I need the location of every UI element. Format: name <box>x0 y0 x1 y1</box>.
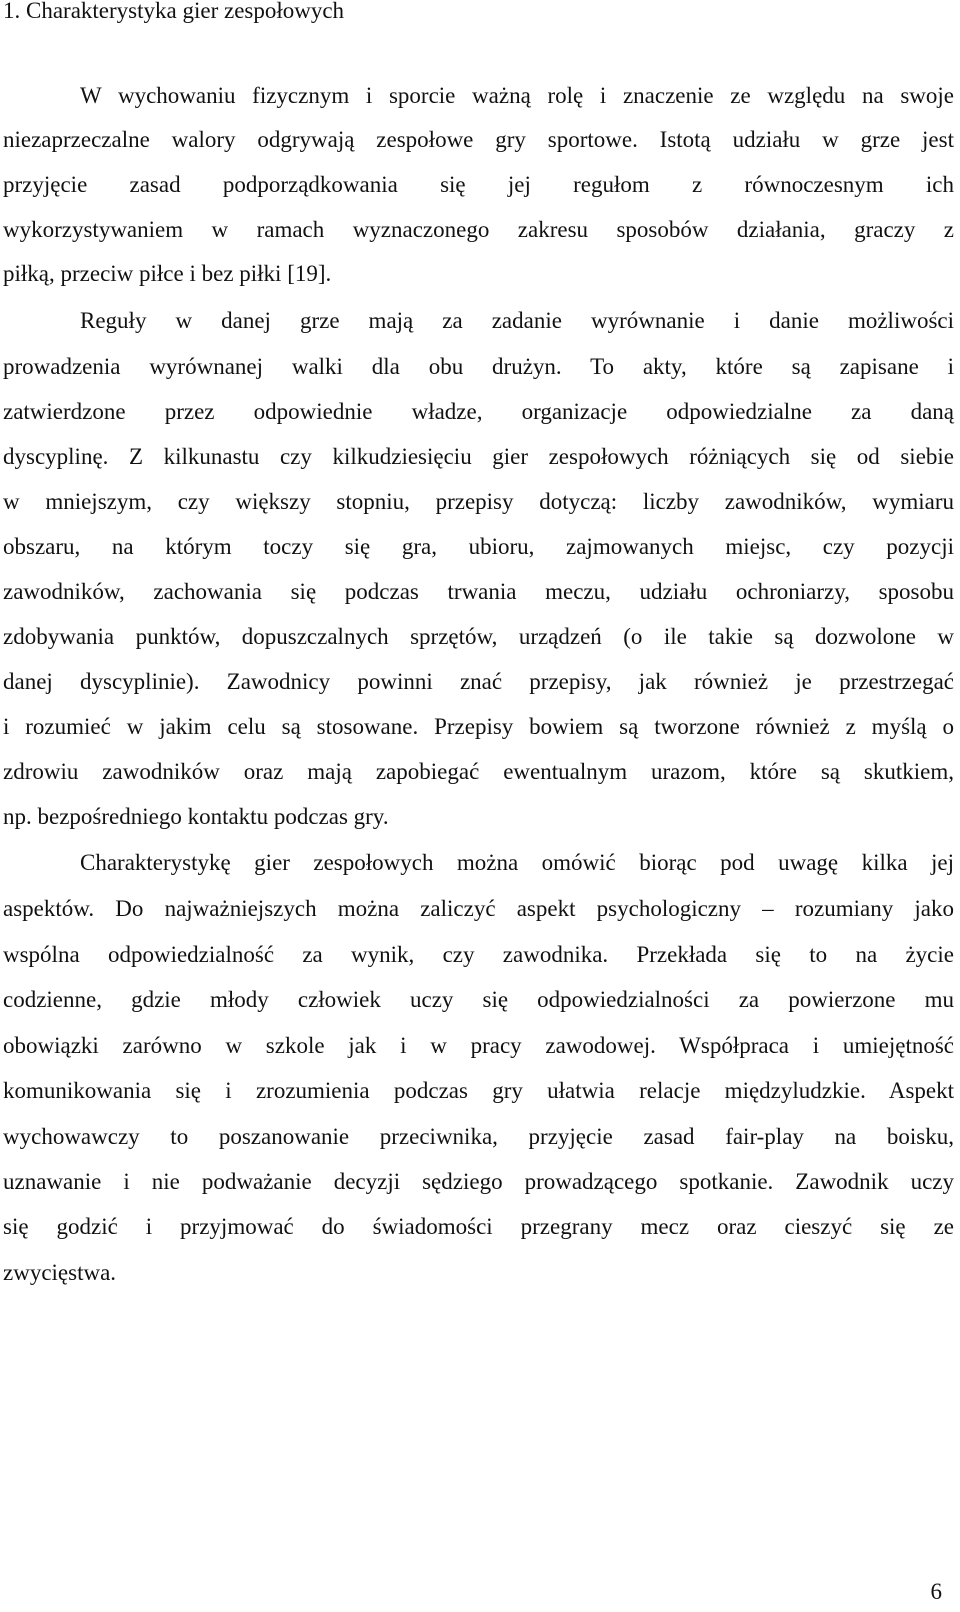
text-line: uznawanie i nie podważanie decyzji sędziego prowadzącego spotkanie. Zawodnik uczy <box>3 1169 954 1194</box>
text-line: np. bezpośredniego kontaktu podczas gry. <box>3 804 389 829</box>
text-line: obowiązki zarówno w szkole jak i w pracy zawodowej. Współpraca i umiejętność <box>3 1033 954 1058</box>
text-line: aspektów. Do najważniejszych można zaliczyć aspekt psychologiczny – rozumiany jako <box>3 896 954 921</box>
text-line: Charakterystykę gier zespołowych można omówić biorąc pod uwagę kilka jej <box>80 850 954 875</box>
text-line: zdrowiu zawodników oraz mają zapobiegać ewentualnym urazom, które są skutkiem, <box>3 759 954 784</box>
text-line: obszaru, na którym toczy się gra, ubioru, zajmowanych miejsc, czy pozycji <box>3 534 954 559</box>
text-line: wykorzystywaniem w ramach wyznaczonego zakresu sposobów działania, graczy z <box>3 217 954 242</box>
text-line: piłką, przeciw piłce i bez piłki [19]. <box>3 261 332 286</box>
section-heading: 1. Charakterystyka gier zespołowych <box>3 0 345 23</box>
text-line: dyscyplinę. Z kilkunastu czy kilkudziesięciu gier zespołowych różniących się od siebie <box>3 444 954 469</box>
text-line: danej dyscyplinie). Zawodnicy powinni znać przepisy, jak również je przestrzegać <box>3 669 954 694</box>
text-line: w mniejszym, czy większy stopniu, przepisy dotyczą: liczby zawodników, wymiaru <box>3 489 954 514</box>
text-line: przyjęcie zasad podporządkowania się jej regułom z równoczesnym ich <box>3 172 954 197</box>
text-line: i rozumieć w jakim celu są stosowane. Przepisy bowiem są tworzone również z myślą o <box>3 714 954 739</box>
page-number: 6 <box>930 1579 942 1604</box>
text-line: zdobywania punktów, dopuszczalnych sprzętów, urządzeń (o ile takie są dozwolone w <box>3 624 954 649</box>
text-line: prowadzenia wyrównanej walki dla obu drużyn. To akty, które są zapisane i <box>3 354 954 379</box>
text-line: codzienne, gdzie młody człowiek uczy się odpowiedzialności za powierzone mu <box>3 987 954 1012</box>
text-line: W wychowaniu fizycznym i sporcie ważną rolę i znaczenie ze względu na swoje <box>80 83 954 108</box>
text-line: komunikowania się i zrozumienia podczas gry ułatwia relacje międzyludzkie. Aspekt <box>3 1078 954 1103</box>
text-line: zatwierdzone przez odpowiednie władze, organizacje odpowiedzialne za daną <box>3 399 954 424</box>
text-line: wychowawczy to poszanowanie przeciwnika, przyjęcie zasad fair-play na boisku, <box>3 1124 954 1149</box>
text-line: zwycięstwa. <box>3 1260 117 1285</box>
text-line: się godzić i przyjmować do świadomości przegrany mecz oraz cieszyć się ze <box>3 1214 954 1239</box>
text-line: Reguły w danej grze mają za zadanie wyrównanie i danie możliwości <box>80 308 954 333</box>
text-line: zawodników, zachowania się podczas trwania meczu, udziału ochroniarzy, sposobu <box>3 579 954 604</box>
text-line: wspólna odpowiedzialność za wynik, czy zawodnika. Przekłada się to na życie <box>3 942 954 967</box>
text-line: niezaprzeczalne walory odgrywają zespołowe gry sportowe. Istotą udziału w grze jest <box>3 127 954 152</box>
